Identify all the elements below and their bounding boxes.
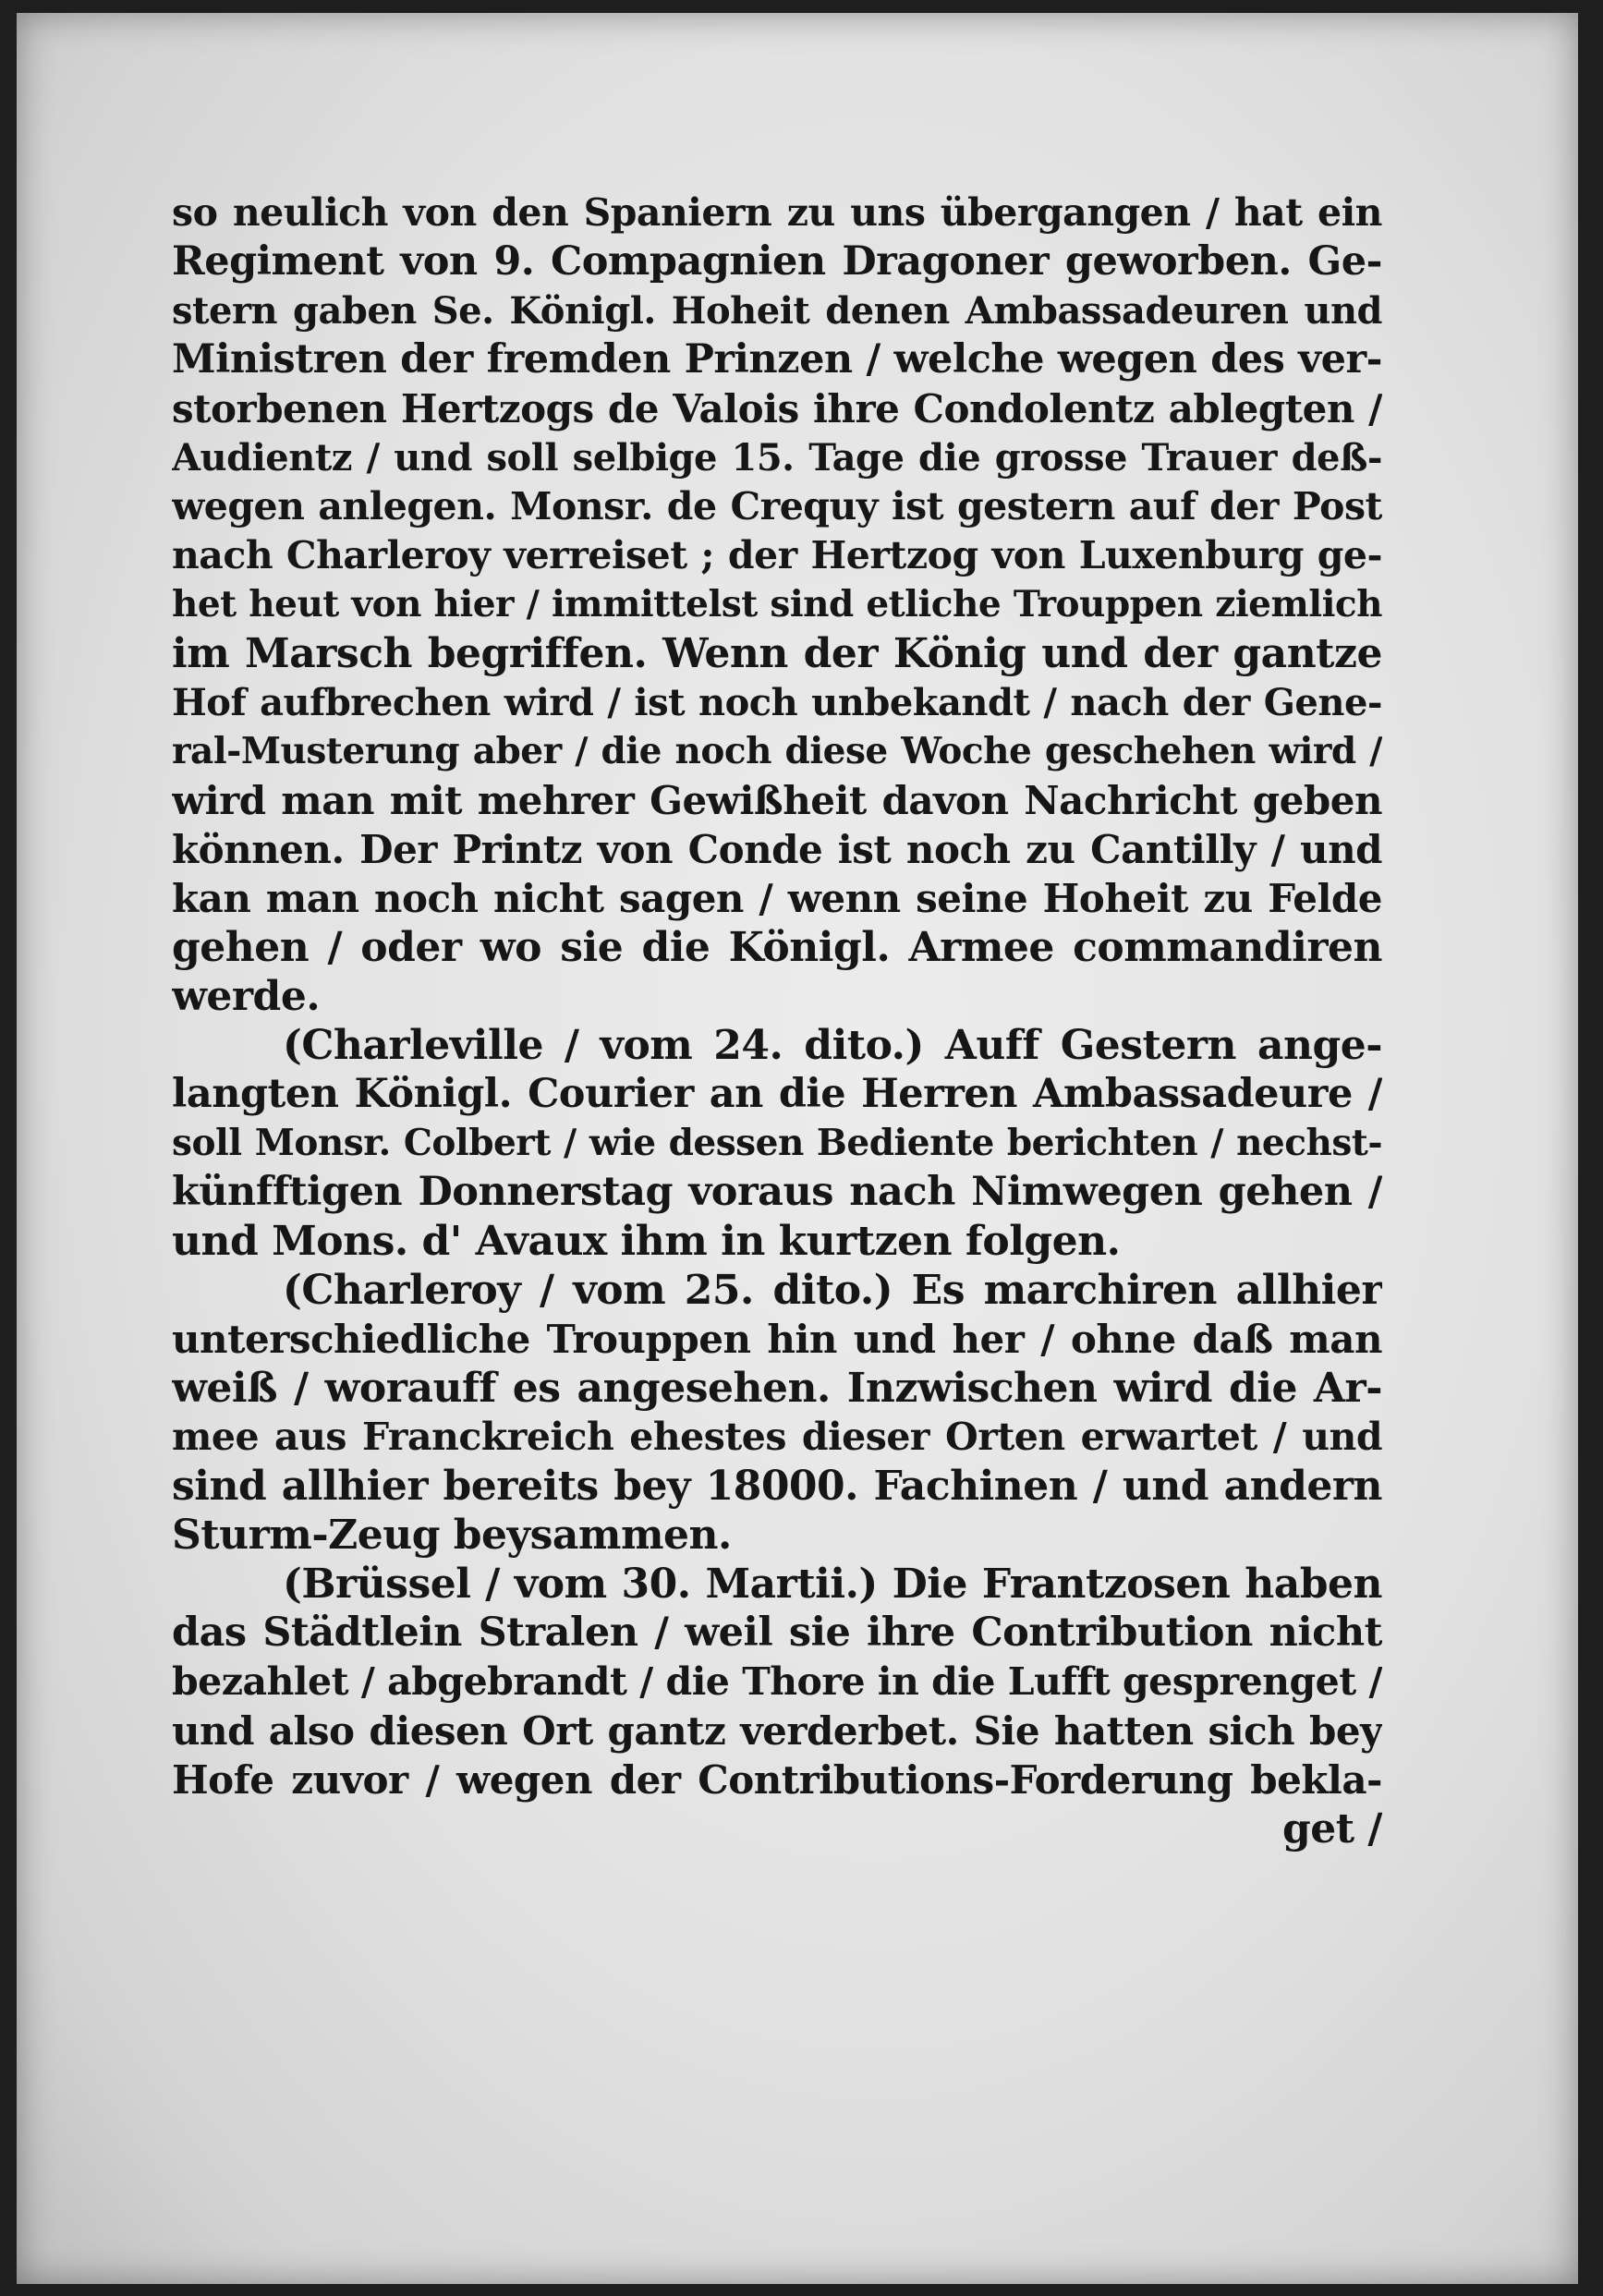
text-line: so neulich von den Spaniern zu uns übergangen / hat ein bbox=[172, 190, 1382, 235]
text-line: langten Königl. Courier an die Herren Ambassadeure / bbox=[172, 1071, 1382, 1117]
text-line: im Marsch begriffen. Wenn der König und der gantze bbox=[172, 630, 1382, 677]
text-line: Hofe zuvor / wegen der Contributions-Forderung bekla- bbox=[172, 1757, 1382, 1803]
text-line: Sturm-Zeug beysammen. bbox=[172, 1512, 732, 1559]
text-line: soll Monsr. Colbert / wie dessen Bediente berichten / nechst- bbox=[172, 1122, 1382, 1164]
text-line: nach Charleroy verreiset ; der Hertzog von Luxenburg ge- bbox=[172, 533, 1382, 577]
document-body-text bbox=[172, 188, 1382, 1853]
text-line: und Mons. d' Avaux ihm in kurtzen folgen. bbox=[172, 1218, 1121, 1265]
text-line: ral-Musterung aber / die noch diese Woche geschehen wird / bbox=[172, 730, 1382, 772]
text-line: wird man mit mehrer Gewißheit davon Nachricht geben bbox=[172, 778, 1382, 823]
text-line: sind allhier bereits bey 18000. Fachinen / und andern bbox=[172, 1463, 1382, 1510]
dateline-paragraph-start: (Brüssel / vom 30. Martii.) Die Frantzosen haben bbox=[283, 1561, 1382, 1608]
text-line: künfftigen Donnerstag voraus nach Nimwegen gehen / bbox=[172, 1169, 1382, 1215]
text-line: stern gaben Se. Königl. Hoheit denen Ambassadeuren und bbox=[172, 289, 1382, 333]
text-line: das Städtlein Stralen / weil sie ihre Contribution nicht bbox=[172, 1610, 1382, 1656]
text-line: und also diesen Ort gantz verderbet. Sie hatten sich bey bbox=[172, 1708, 1382, 1754]
text-line: werde. bbox=[172, 973, 321, 1020]
text-line: Ministren der fremden Prinzen / welche wegen des ver- bbox=[172, 336, 1382, 383]
text-line: mee aus Franckreich ehestes dieser Orten erwartet / und bbox=[172, 1415, 1382, 1459]
text-line: Regiment von 9. Compagnien Dragoner geworben. Ge- bbox=[172, 238, 1382, 285]
text-line: bezahlet / abgebrandt / die Thore in die Lufft gesprenget / bbox=[172, 1659, 1382, 1704]
text-line: Hof aufbrechen wird / ist noch unbekandt / nach der Gene- bbox=[172, 681, 1382, 724]
paper-sheet bbox=[17, 13, 1578, 2284]
dateline-paragraph-start: (Charleroy / vom 25. dito.) Es marchiren allhier bbox=[283, 1267, 1382, 1314]
text-line: het heut von hier / immittelst sind etliche Trouppen ziemlich bbox=[172, 583, 1382, 626]
text-line: kan man noch nicht sagen / wenn seine Hoheit zu Felde bbox=[172, 876, 1382, 921]
text-line: unterschiedliche Trouppen hin und her / ohne daß man bbox=[172, 1317, 1382, 1362]
catchword: get / bbox=[1282, 1805, 1382, 1853]
text-line: weiß / worauff es angesehen. Inzwischen wird die Ar- bbox=[172, 1365, 1382, 1412]
dateline-paragraph-start: (Charleville / vom 24. dito.) Auff Gestern ange- bbox=[283, 1022, 1382, 1069]
text-line: storbenen Hertzogs de Valois ihre Condolentz ablegten / bbox=[172, 386, 1382, 431]
text-line: gehen / oder wo sie die Königl. Armee commandiren bbox=[172, 924, 1382, 971]
text-line: Audientz / und soll selbige 15. Tage die grosse Trauer deß- bbox=[172, 436, 1382, 480]
text-line: wegen anlegen. Monsr. de Crequy ist gestern auf der Post bbox=[172, 484, 1382, 528]
text-line: können. Der Printz von Conde ist noch zu Cantilly / und bbox=[172, 827, 1382, 872]
